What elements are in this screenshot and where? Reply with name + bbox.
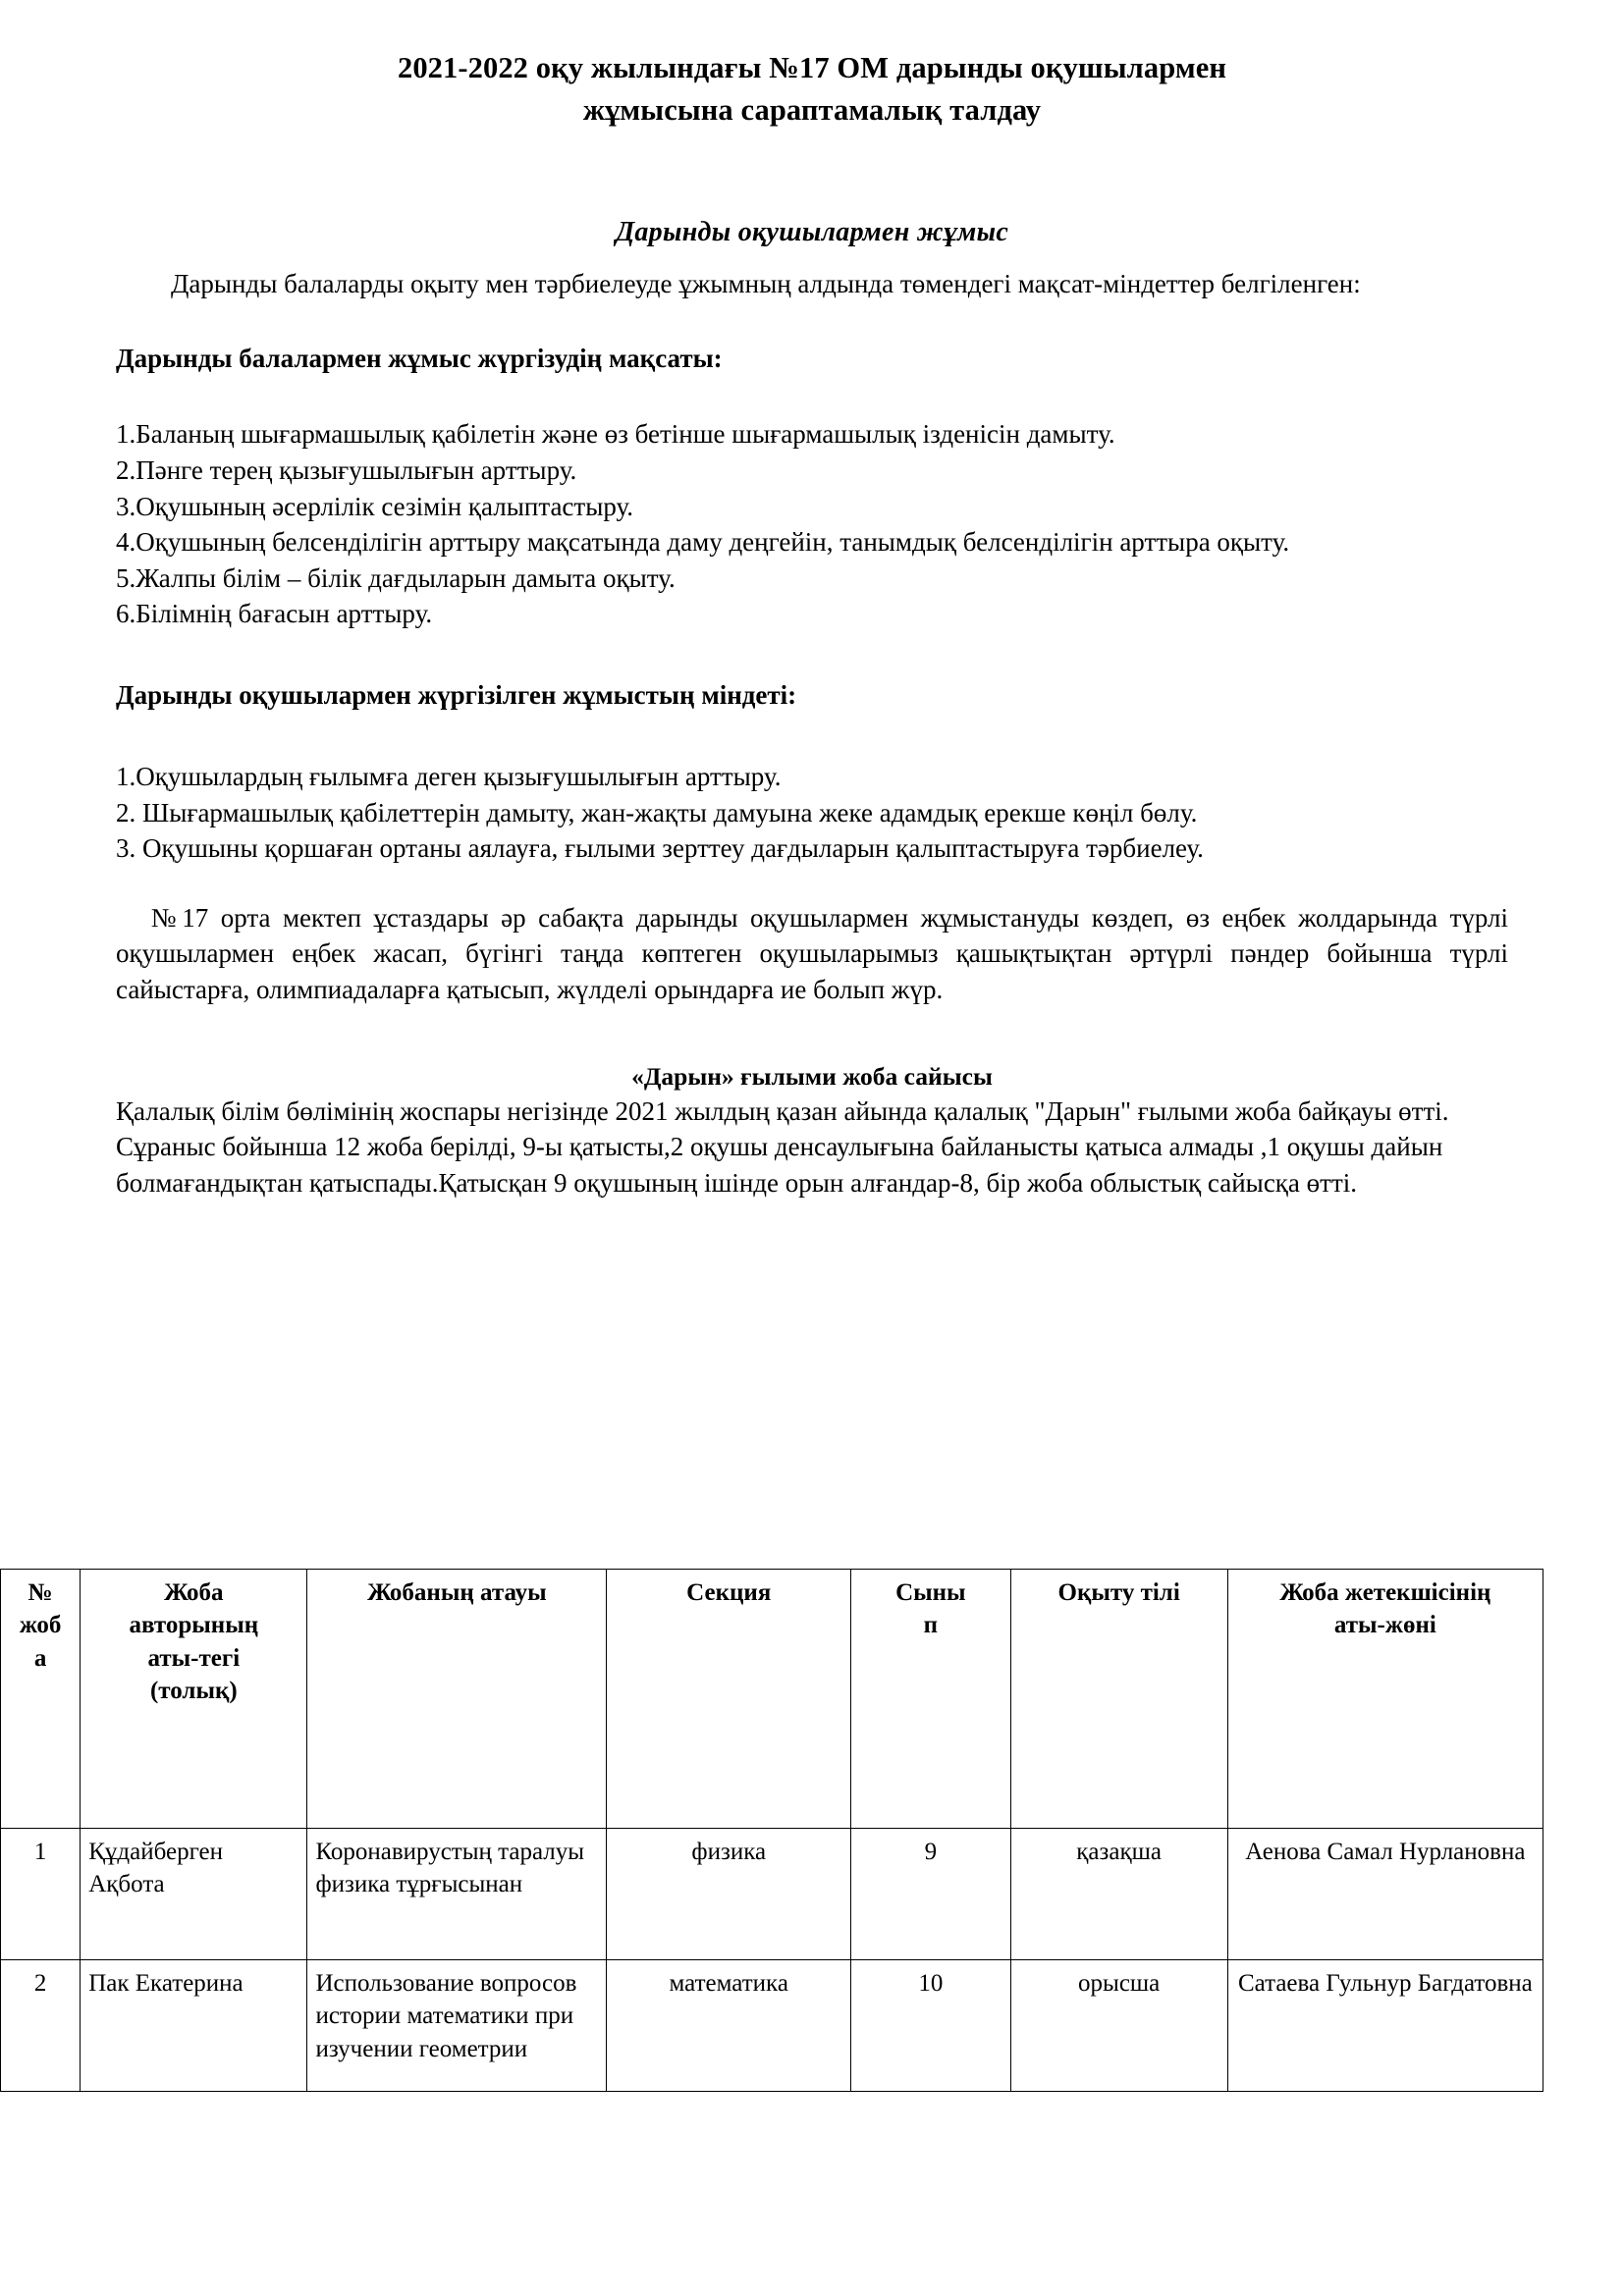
intro-paragraph-text: Дарынды балаларды оқыту мен тәрбиелеуде ұжымның алдында төмендегі мақсат-міндеттер белгіленген: (171, 268, 1361, 298)
list-item: 1.Оқушылардың ғылымға деген қызығушылығын арттыру. (116, 762, 782, 792)
cell-language: қазақша (1010, 1829, 1227, 1960)
page-title-line-2: жұмысына сараптамалық талдау (582, 93, 1042, 128)
column-header-grade (851, 1570, 1010, 1829)
column-header-language (1010, 1570, 1227, 1829)
list-item: 3.Оқушының әсерлілік сезімін қалыптастыру. (116, 491, 634, 521)
cell-author: Құдайберген Ақбота (81, 1829, 307, 1960)
table-header-row (1, 1570, 1543, 1829)
column-header-supervisor-line-2: аты-жөні (1333, 1612, 1436, 1639)
cell-supervisor: Аенова Самал Нурлановна (1227, 1829, 1543, 1960)
column-header-supervisor (1227, 1570, 1543, 1829)
contest-heading: «Дарын» ғылыми жоба сайысы (631, 1061, 993, 1091)
page-title-line-1: 2021-2022 оқу жылындағы №17 ОМ дарынды оқушылармен (397, 51, 1227, 84)
column-header-grade-line-2: п (923, 1612, 939, 1639)
cell-project-name: Коронавирустың таралуы физика тұрғысынан (307, 1829, 607, 1960)
column-header-author-line-2: авторының (129, 1612, 259, 1639)
spacer (116, 632, 1508, 677)
column-header-number (1, 1570, 81, 1829)
cell-section: математика (607, 1960, 851, 2092)
spacer (116, 714, 1508, 759)
column-header-number-line-1: № (27, 1579, 53, 1606)
cell-language: орысша (1010, 1960, 1227, 2092)
column-header-project-name (307, 1570, 607, 1829)
list-item: 4.Оқушының белсенділігін арттыру мақсатында даму деңгейін, танымдық белсенділігін арттыра оқыту. (116, 527, 1290, 558)
table-row (1, 1960, 1543, 2092)
cell-author: Пак Екатерина (81, 1960, 307, 2092)
column-header-author-line-1: Жоба (164, 1579, 224, 1606)
column-header-language-line-1: Оқыту тілі (1057, 1579, 1180, 1606)
column-header-section (607, 1570, 851, 1829)
spacer (116, 377, 1508, 416)
contest-paragraph-text: Қалалық білім бөлімінің жоспары негізінде 2021 жылдың қазан айында қалалық "Дарын" ғылыми жоба байқауы өтті. Сұраныс бойынша 12 жоба берілді, 9-ы қатысты,2 оқушы денсаулығына байланысты қатыса алмады ,1 оқушы дайын болмағандықтан қатыспады.Қатысқан 9 оқушының ішінде орын алғандар-8, бір жоба облыстық сайысқа өтті. (116, 1095, 1449, 1198)
table-row (1, 1829, 1543, 1960)
goals-list (116, 416, 1508, 631)
table-header (1, 1570, 1543, 1829)
column-header-author (81, 1570, 307, 1829)
list-item: 2.Пәнге терең қызығушылығын арттыру. (116, 455, 577, 485)
cell-number: 1 (1, 1829, 81, 1960)
column-header-number-line-2: жоб (19, 1612, 62, 1639)
cell-supervisor: Сатаева Гульнур Багдатовна (1227, 1960, 1543, 2092)
spacer (116, 301, 1508, 341)
intro-paragraph (116, 266, 1508, 302)
cell-project-name: Использование вопросов истории математики при изучении геометрии (307, 1960, 607, 2092)
column-header-grade-line-1: Сыны (895, 1579, 966, 1606)
list-item: 6.Білімнің бағасын арттыру. (116, 599, 433, 629)
section-heading: Дарынды оқушылармен жұмыс (615, 216, 1009, 247)
contest-paragraph (116, 1094, 1508, 1201)
tasks-list (116, 759, 1508, 867)
school-paragraph (116, 900, 1508, 1008)
cell-number: 2 (1, 1960, 81, 2092)
list-item: 5.Жалпы білім – білік дағдыларын дамыта оқыту. (116, 562, 676, 593)
page-title (116, 0, 1508, 133)
column-header-number-line-3: а (33, 1644, 47, 1672)
cell-grade: 10 (851, 1960, 1010, 2092)
column-header-author-line-3: аты-тегі (147, 1644, 241, 1672)
column-header-author-line-4: (толық) (149, 1677, 238, 1704)
column-header-project-name-line-1: Жобаның атауы (367, 1579, 547, 1606)
document-body (116, 0, 1508, 1201)
projects-table-container (0, 1569, 1543, 2092)
goals-heading: Дарынды балалармен жұмыс жүргізудің мақсаты: (116, 344, 723, 374)
list-item: 1.Баланың шығармашылық қабілетін және өз бетінше шығармашылық ізденісін дамыту. (116, 419, 1115, 450)
table-body (1, 1829, 1543, 2092)
column-header-section-line-1: Секция (686, 1579, 772, 1606)
projects-table (0, 1569, 1543, 2092)
cell-section: физика (607, 1829, 851, 1960)
tasks-heading: Дарынды оқушылармен жүргізілген жұмыстың міндеті: (116, 679, 797, 710)
spacer (116, 867, 1508, 900)
list-item: 2. Шығармашылық қабілеттерін дамыту, жан-жақты дамуына жеке адамдық ерекше көңіл бөлу. (116, 797, 1198, 828)
list-item: 3. Оқушыны қоршаған ортаны аялауға, ғылыми зерттеу дағдыларын қалыптастыруға тәрбиелеу. (116, 833, 1204, 864)
spacer (116, 248, 1508, 266)
spacer (116, 1008, 1508, 1059)
cell-grade: 9 (851, 1829, 1010, 1960)
school-paragraph-text: №17 орта мектеп ұстаздары әр сабақта дарынды оқушылармен жұмыстануды көздеп, өз еңбек жолдарында түрлі оқушылармен еңбек жасап, бүгінгі таңда көптеген оқушыларымыз қашықтықтан әртүрлі пәндер бойынша түрлі сайыстарға, олимпиадаларға қатысып, жүлделі орындарға ие болып жүр. (116, 902, 1508, 1005)
column-header-supervisor-line-1: Жоба жетекшісінің (1279, 1579, 1491, 1606)
